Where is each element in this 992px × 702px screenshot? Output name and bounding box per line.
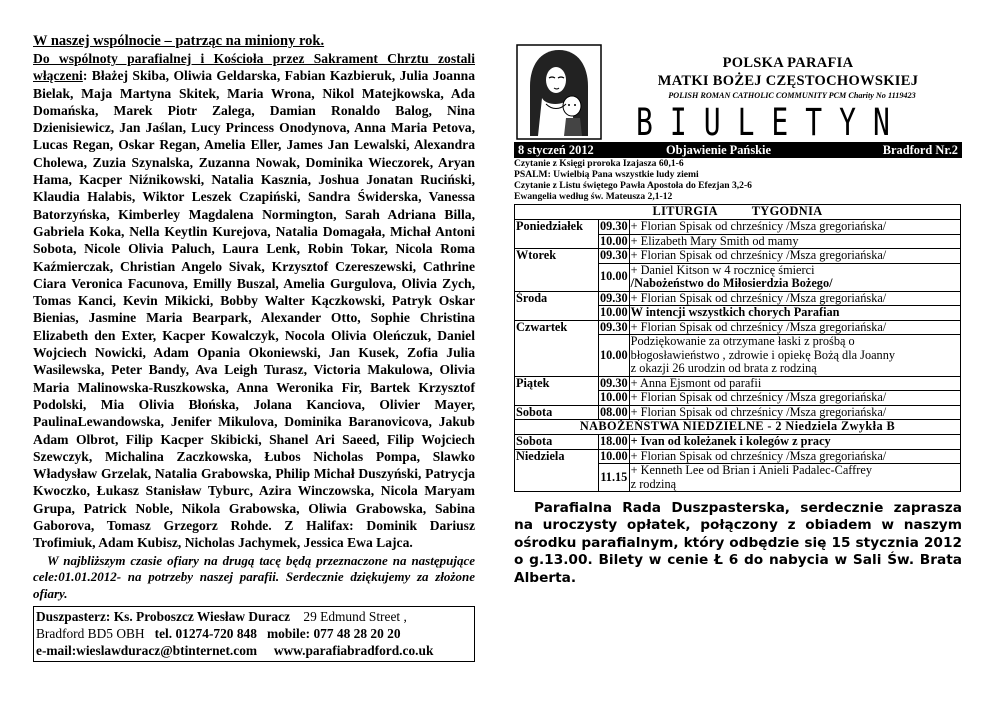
liturgy-header: LITURGIA TYGODNIA (515, 205, 961, 220)
council-notice: Parafialna Rada Duszpasterska, serdecznie zaprasza na uroczysty opłatek, połączony z obiadem w naszym ośrodku parafialnym, który odbędzie się 15 stycznia 2012 o g.13.00. Bilety w cenie Ł 6 do nabycia w Sali Św. Brata Alberta. (514, 500, 962, 586)
row-intention: W intencji wszystkich chorych Parafian (629, 306, 960, 321)
row-intention: + Florian Spisak od chrześnicy /Msza gregoriańska/ (629, 220, 960, 235)
row-intention: Podziękowanie za otrzymane łaski z prośbą o (630, 334, 855, 348)
contact-street: 29 Edmund Street , (303, 609, 407, 625)
row-intention-line2: z rodziną (630, 476, 677, 491)
contact-city: Bradford BD5 OBH (36, 626, 145, 642)
right-column (514, 44, 962, 587)
row-intention: + Florian Spisak od chrześnicy /Msza gregoriańska/ (629, 320, 960, 335)
bulletin-wordmark: BIULETYN (636, 100, 907, 145)
issue-place-number: Bradford Nr.2 (882, 142, 958, 157)
row-intention: + Florian Spisak od chrześnicy /Msza gregoriańska/ (629, 405, 960, 420)
reading-gospel: Ewangelia według św. Mateusza 2,1-12 (514, 191, 673, 202)
row-day: Środa (515, 291, 599, 306)
row-intention: + Kenneth Lee od Brian i Anieli Padalec-Caffrey (630, 463, 872, 477)
contact-web[interactable]: www.parafiabradford.co.uk (273, 643, 434, 659)
contact-mobile: mobile: 077 48 28 20 20 (266, 626, 401, 642)
reading-psalm: PSALM: Uwielbią Pana wszystkie ludy ziemi (514, 169, 699, 180)
row-time: 08.00 (600, 404, 628, 419)
row-time: 09.30 (600, 290, 628, 305)
row-time: 09.30 (600, 248, 628, 262)
table-row (515, 376, 961, 391)
row-intention: + Daniel Kitson w 4 rocznicę śmierci (630, 262, 815, 277)
row-day: Wtorek (515, 249, 599, 264)
row-day: Czwartek (515, 320, 599, 335)
baptisms-paragraph (33, 50, 475, 552)
table-row (515, 320, 961, 335)
parish-name: POLSKA PARAFIA (722, 55, 854, 71)
row-time: 10.00 (600, 233, 628, 248)
madonna-icon (516, 44, 602, 140)
offering-note: W najbliższym czasie ofiary na drugą tacę będą przeznaczone na następujące cele:01.01.2012- na potrzeby naszej parafii. Serdecznie dziękujemy za złożone ofiary. (33, 552, 475, 601)
row-time: 10.00 (599, 335, 630, 377)
row-time: 10.00 (599, 263, 630, 291)
row-day: Piątek (515, 376, 599, 391)
charity-line: POLISH ROMAN CATHOLIC COMMUNITY PCM Charity No 1119423 (668, 91, 916, 100)
row-time: 10.00 (600, 305, 628, 319)
row-intention: + Anna Ejsmont od parafii (629, 376, 960, 391)
row-intention: + Elizabeth Mary Smith od mamy (629, 234, 960, 249)
row-time: 11.15 (599, 464, 630, 492)
contact-tel: tel. 01274-720 848 (154, 626, 257, 642)
table-row (515, 291, 961, 306)
row-intention-line2: /Nabożeństwo do Miłosierdzia Bożego/ (630, 276, 833, 290)
table-row (515, 405, 961, 420)
row-intention: + Florian Spisak od chrześnicy /Msza gregoriańska/ (629, 391, 960, 406)
baptisms-names: : Błażej Skiba, Oliwia Geldarska, Fabian Kazbieruk, Julia Joanna Bielak, Maja Martyna Skitek, Maria Wrona, Nikol Matejkowska, Ada Domańska, Marek Piotr Zalega, Damian Ronaldo Balog, Nina Dzienisiewicz, Jan Jaślan, Lucy Princess Onodynova, Anna Maria Petova, Lucas Regan, Oskar Regan, Amelia Eller, James Jan Lewalski, Alexandra Cholewa, Zuzia Szynalska, Zuzanna Nowak, Dominika Wieczorek, Aryan Hama, Kacper Niźnikowski, Natalia Kasznia, Joshua Jonatan Ruciński, Klaudia Halabis, Wiktor Leszek Czapiński, Sandra Świderska, Vanessa Batorzyńska, Kimberley Magdalena Normington, Sarah Adriana Billa, Gabriela Koka, Nella Keytlin Kurejova, Natalia Domagała, Michał Antoni Sobota, Nicole Olivia Paluch, Laura Lenk, Robin Tokar, Nicola Roma Kaźmierczak, Christian Angelo Sivak, Krzysztof Czereszewski, Cathrine Ciara Veronica Facunova, Emilly Buszal, Amelia Gurgulova, Olivia Zych, Tomas Kanci, Kevin Mikicki, Bobby Walter Kączkowski, Patryk Oskar Bienias, Jasmine Maria Bearpark, Alexander Otto, Sophie Christina Elizabeth den Exter, Kacper Kowalczyk, Nocola Olivia Oleńczuk, Daniel Wojciech Nowicki, Adam Opania Okoniewski, Jan Kusek, Zofia Julia Wasilewska, Peter Bandy, Ava Leigh Turasz, Victoria Makulowa, Olivia Maria Malinowska-Ruszkowska, Anna Weronika Fir, Bartek Krzysztof Podolski, Mia Olivia Błońska, Jolana Kanciova, Olivier Mayer, PaulinaLewandowska, Jenifer Mikulova, Dominika Baranovicova, Jakub Adam Olbrot, Filip Kacper Skibicki, Shanel Ari Saeed, Filip Wojciech Szewczyk, Michalina Zaczkowska, Łubos Nicholas Pompa, Slawko Władysław Grzelak, Natalia Grabowska, Philip Michał Duszyński, Patrycja Kwoczko, Łukasz Stanisław Tyburc, Azira Winczowska, Nicola Maryam Grupa, Patrick Noble, Nikola Grabowska, Oliwia Grabowska, Sabina Gaborova, Tomasz Grzegorz Rohde. Z Halifax: Dominik Dariusz Trofimiuk, Adam Kubisz, Nicholas Jachymek, Jessica Ewa Lajca. (33, 68, 475, 551)
row-day: Sobota (515, 405, 599, 420)
bulletin-header (514, 44, 962, 145)
row-time: 09.30 (600, 219, 628, 233)
row-intention-line2: błogosławieństwo , zdrowie i opiekę Bożą dla Joanny (630, 347, 895, 362)
table-row (515, 464, 961, 492)
row-day: Niedziela (515, 449, 599, 464)
table-row (515, 306, 961, 321)
row-time: 10.00 (600, 390, 628, 404)
section-title: W naszej wspólnocie – patrząc na miniony rok. (33, 33, 325, 49)
contact-box (33, 606, 475, 662)
row-intention: + Florian Spisak od chrześnicy /Msza gregoriańska/ (629, 449, 960, 464)
row-time: 09.30 (600, 319, 628, 334)
table-row (515, 335, 961, 377)
row-time: 10.00 (600, 448, 628, 463)
row-time: 18.00 (600, 434, 628, 448)
left-column (33, 33, 475, 662)
table-row (515, 220, 961, 235)
issue-date: 8 styczeń 2012 (518, 142, 594, 157)
table-row (515, 435, 961, 450)
sunday-header: NABOŻEŃSTWA NIEDZIELNE - 2 Niedziela Zwykła B (515, 420, 961, 435)
reading-1: Czytanie z Księgi proroka Izajasza 60,1-6 (514, 158, 684, 169)
row-day: Poniedziałek (515, 220, 599, 235)
row-time: 09.30 (600, 375, 628, 390)
table-row (515, 249, 961, 264)
table-row (515, 263, 961, 291)
baptisms-intro: Do wspólnoty parafialnej i Kościoła przez Sakrament Chrztu zostali włączeni (33, 51, 475, 84)
contact-pastor: Duszpasterz: Ks. Proboszcz Wiesław Duracz (36, 609, 291, 625)
row-intention: + Florian Spisak od chrześnicy /Msza gregoriańska/ (629, 291, 960, 306)
row-intention: + Ivan od koleżanek i kolegów z pracy (629, 435, 960, 450)
liturgy-table (514, 204, 961, 492)
row-intention: + Florian Spisak od chrześnicy /Msza gregoriańska/ (629, 249, 960, 264)
reading-2: Czytanie z Listu świętego Pawła Apostoła do Efezjan 3,2-6 (514, 180, 752, 191)
table-row (515, 391, 961, 406)
row-day: Sobota (515, 435, 599, 450)
issue-feast: Objawienie Pańskie (666, 142, 771, 157)
contact-email[interactable]: e-mail:wieslawduracz@btinternet.com (36, 643, 258, 659)
row-intention-line3: z okazji 26 urodzin od brata z rodziną (630, 361, 817, 375)
parish-dedication: MATKI BOŻEJ CZĘSTOCHOWSKIEJ (657, 73, 919, 89)
table-row (515, 449, 961, 464)
table-row (515, 234, 961, 249)
